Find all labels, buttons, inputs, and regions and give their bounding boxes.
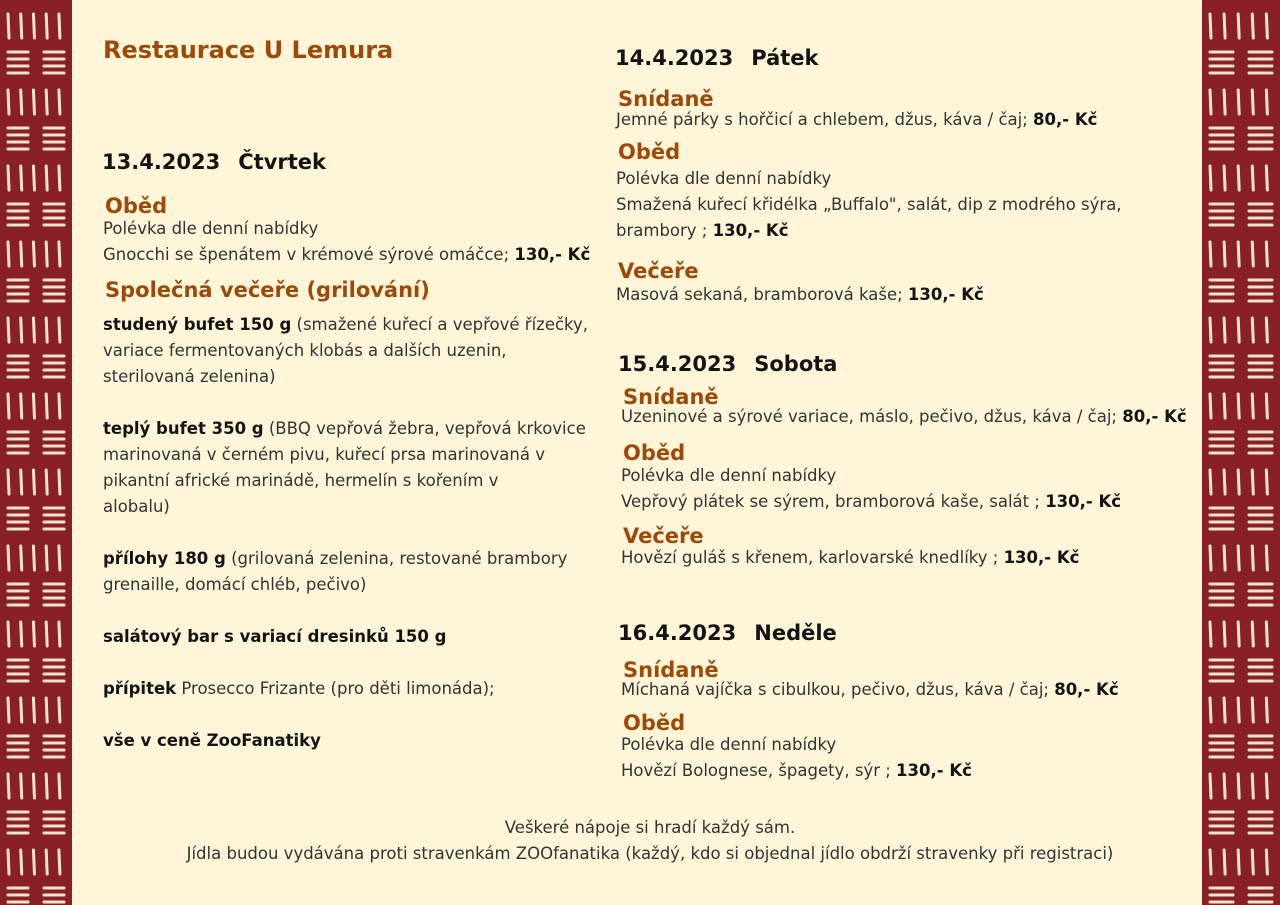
price: 80,- Kč	[1054, 680, 1119, 699]
meal-heading-thursday-dinner: Společná večeře (grilování)	[105, 278, 430, 302]
pattern-stroke	[33, 90, 34, 114]
meal-heading-friday-dinner: Večeře	[618, 259, 699, 283]
pattern-stroke	[1210, 318, 1211, 342]
lunch-main: Vepřový plátek se sýrem, bramborová kaše, salát ; 130,- Kč	[621, 492, 1122, 511]
toast: přípitek Prosecco Frizante (pro děti limonáda);	[103, 679, 495, 698]
saturday-breakfast-text: Uzeninové a sýrové variace, máslo, pečivo, džus, káva / čaj; 80,- Kč	[621, 407, 1187, 426]
pattern-stroke	[1224, 166, 1225, 190]
warm-buffet-line2: marinovaná v černém pivu, kuřecí prsa marinovaná v	[103, 445, 545, 464]
right-tribal-pattern	[1202, 0, 1280, 905]
lunch-soup: Polévka dle denní nabídky	[621, 735, 837, 754]
pattern-stroke	[33, 546, 34, 570]
pattern-stroke	[1238, 850, 1239, 874]
pattern-stroke	[33, 850, 34, 874]
pattern-stroke	[33, 14, 34, 38]
cold-buffet: studený bufet 150 g (smažené kuřecí a vepřové řízečky,	[103, 315, 589, 334]
sunday-lunch-text	[621, 732, 972, 784]
warm-buffet-line4: alobalu)	[103, 497, 170, 516]
pattern-stroke	[1238, 242, 1239, 266]
thursday-lunch-text	[103, 216, 590, 268]
pattern-stroke	[21, 850, 22, 874]
lunch-main-line2: brambory ; 130,- Kč	[616, 221, 789, 240]
pattern-stroke	[1210, 90, 1211, 114]
pattern-stroke	[1224, 14, 1225, 38]
thursday-dinner-text	[103, 312, 588, 754]
pattern-stroke	[1224, 242, 1225, 266]
pattern-stroke	[1266, 622, 1267, 646]
warm-buffet: teplý bufet 350 g (BBQ vepřová žebra, vepřová krkovice	[103, 419, 586, 438]
pattern-stroke	[8, 394, 9, 418]
pattern-stroke	[59, 166, 60, 190]
pattern-stroke	[8, 14, 9, 38]
pattern-stroke	[1266, 14, 1267, 38]
pattern-stroke	[1210, 850, 1211, 874]
pattern-stroke	[8, 166, 9, 190]
pattern-stroke	[1224, 546, 1225, 570]
pattern-stroke	[1224, 850, 1225, 874]
pattern-stroke	[1224, 774, 1225, 798]
pattern-stroke	[59, 774, 60, 798]
pattern-stroke	[1238, 394, 1239, 418]
pattern-stroke	[1252, 394, 1253, 418]
pattern-stroke	[33, 774, 34, 798]
pattern-stroke	[46, 394, 47, 418]
pattern-stroke	[1252, 774, 1253, 798]
lunch-soup: Polévka dle denní nabídky	[103, 219, 319, 238]
pattern-stroke	[21, 242, 22, 266]
pattern-stroke	[8, 850, 9, 874]
pattern-stroke	[1266, 166, 1267, 190]
pattern-stroke	[46, 470, 47, 494]
pattern-stroke	[46, 774, 47, 798]
left-tribal-pattern	[0, 0, 72, 905]
pattern-stroke	[1252, 166, 1253, 190]
sunday-breakfast-text: Míchaná vajíčka s cibulkou, pečivo, džus, káva / čaj; 80,- Kč	[621, 680, 1119, 699]
day-date: 14.4.2023	[615, 46, 734, 70]
pattern-stroke	[21, 90, 22, 114]
pattern-stroke	[33, 166, 34, 190]
pattern-stroke	[21, 14, 22, 38]
pattern-stroke	[8, 90, 9, 114]
pattern-stroke	[1224, 470, 1225, 494]
saturday-lunch-text	[621, 463, 1121, 515]
pattern-stroke	[1252, 318, 1253, 342]
friday-breakfast-text: Jemné párky s hořčicí a chlebem, džus, káva / čaj; 80,- Kč	[616, 110, 1098, 129]
pattern-stroke	[21, 698, 22, 722]
pattern-stroke	[1238, 774, 1239, 798]
pattern-stroke	[59, 394, 60, 418]
pattern-stroke	[1252, 622, 1253, 646]
meal-heading-saturday-dinner: Večeře	[623, 524, 704, 548]
pattern-stroke	[8, 774, 9, 798]
pattern-stroke	[46, 166, 47, 190]
pattern-stroke	[1266, 318, 1267, 342]
meal-heading-friday-lunch: Oběd	[618, 140, 681, 164]
pattern-stroke	[21, 774, 22, 798]
pattern-stroke	[1266, 546, 1267, 570]
day-name: Pátek	[751, 46, 819, 70]
lunch-soup: Polévka dle denní nabídky	[621, 466, 837, 485]
pattern-stroke	[59, 470, 60, 494]
included-note: vše v ceně ZooFanatiky	[103, 731, 321, 750]
footer-line-2: Jídla budou vydávána proti stravenkám ZOOfanatika (každý, kdo si objednal jídlo obdrží stravenky při registraci)	[186, 844, 1114, 863]
meal-heading-saturday-breakfast: Snídaně	[623, 385, 719, 409]
cold-buffet-line2: variace fermentovaných klobás a dalších uzenin,	[103, 341, 507, 360]
day-name: Čtvrtek	[238, 150, 326, 174]
day-heading-saturday	[618, 352, 837, 376]
pattern-stroke	[21, 546, 22, 570]
pattern-stroke	[8, 622, 9, 646]
pattern-stroke	[1210, 242, 1211, 266]
pattern-stroke	[1238, 166, 1239, 190]
pattern-stroke	[21, 394, 22, 418]
restaurant-title: Restaurace U Lemura	[103, 36, 394, 64]
pattern-stroke	[1224, 698, 1225, 722]
sides-line2: grenaille, domácí chléb, pečivo)	[103, 575, 367, 594]
price: 130,- Kč	[712, 221, 789, 240]
friday-lunch-text	[616, 166, 1122, 244]
pattern-stroke	[8, 242, 9, 266]
pattern-stroke	[46, 242, 47, 266]
pattern-stroke	[1210, 698, 1211, 722]
warm-buffet-line3: pikantní africké marinádě, hermelín s kořením v	[103, 471, 499, 490]
price: 130,- Kč	[1045, 492, 1122, 511]
pattern-stroke	[1224, 318, 1225, 342]
pattern-stroke	[1238, 90, 1239, 114]
pattern-stroke	[1238, 318, 1239, 342]
pattern-stroke	[8, 470, 9, 494]
left-decorative-border	[0, 0, 72, 905]
pattern-stroke	[8, 546, 9, 570]
pattern-stroke	[1224, 394, 1225, 418]
lunch-main: Gnocchi se špenátem v krémové sýrové omáčce; 130,- Kč	[103, 245, 591, 264]
pattern-stroke	[1266, 90, 1267, 114]
price: 130,- Kč	[896, 761, 972, 780]
pattern-stroke	[1224, 622, 1225, 646]
pattern-stroke	[21, 166, 22, 190]
footer-note	[160, 815, 1140, 867]
pattern-stroke	[1210, 774, 1211, 798]
pattern-stroke	[1252, 14, 1253, 38]
pattern-stroke	[1238, 698, 1239, 722]
lunch-main-line1: Smažená kuřecí křidélka „Buffalo", salát, dip z modrého sýra,	[616, 195, 1122, 214]
pattern-stroke	[33, 242, 34, 266]
lunch-soup: Polévka dle denní nabídky	[616, 169, 832, 188]
lunch-main: Hovězí Bolognese, špagety, sýr ; 130,- Kč	[621, 761, 972, 780]
pattern-stroke	[1210, 470, 1211, 494]
salad-bar: salátový bar s variací dresinků 150 g	[103, 627, 447, 646]
pattern-stroke	[1266, 850, 1267, 874]
pattern-stroke	[46, 14, 47, 38]
price: 130,- Kč	[1003, 548, 1080, 567]
pattern-stroke	[33, 394, 34, 418]
pattern-stroke	[1210, 622, 1211, 646]
pattern-stroke	[21, 470, 22, 494]
day-heading-thursday	[102, 150, 326, 174]
pattern-stroke	[59, 14, 60, 38]
pattern-stroke	[59, 318, 60, 342]
pattern-stroke	[1252, 698, 1253, 722]
pattern-stroke	[1238, 14, 1239, 38]
sides: přílohy 180 g (grilovaná zelenina, restované brambory	[103, 549, 568, 568]
price: 130,- Kč	[514, 245, 591, 264]
right-decorative-border	[1202, 0, 1280, 905]
pattern-stroke	[1238, 470, 1239, 494]
price: 130,- Kč	[907, 285, 984, 304]
pattern-stroke	[1210, 14, 1211, 38]
pattern-stroke	[59, 850, 60, 874]
meal-heading-saturday-lunch: Oběd	[623, 441, 686, 465]
day-date: 15.4.2023	[618, 352, 737, 376]
pattern-stroke	[1210, 166, 1211, 190]
pattern-stroke	[46, 90, 47, 114]
pattern-stroke	[8, 318, 9, 342]
pattern-stroke	[1266, 698, 1267, 722]
pattern-stroke	[1266, 394, 1267, 418]
meal-heading-sunday-lunch: Oběd	[623, 711, 686, 735]
day-name: Sobota	[754, 352, 838, 376]
day-date: 16.4.2023	[618, 621, 737, 645]
price: 80,- Kč	[1122, 407, 1187, 426]
pattern-stroke	[59, 90, 60, 114]
pattern-stroke	[21, 622, 22, 646]
pattern-stroke	[1252, 850, 1253, 874]
pattern-stroke	[1252, 546, 1253, 570]
meal-heading-friday-breakfast: Snídaně	[618, 87, 714, 111]
pattern-stroke	[1210, 394, 1211, 418]
footer-line-1: Veškeré nápoje si hradí každý sám.	[504, 818, 796, 837]
pattern-stroke	[33, 698, 34, 722]
pattern-stroke	[1266, 774, 1267, 798]
day-heading-sunday	[618, 621, 837, 645]
day-date: 13.4.2023	[102, 150, 221, 174]
friday-dinner-text: Masová sekaná, bramborová kaše; 130,- Kč	[616, 285, 984, 304]
pattern-stroke	[33, 622, 34, 646]
pattern-stroke	[1238, 622, 1239, 646]
pattern-stroke	[46, 622, 47, 646]
pattern-stroke	[59, 698, 60, 722]
pattern-stroke	[8, 698, 9, 722]
pattern-stroke	[59, 242, 60, 266]
pattern-stroke	[1252, 90, 1253, 114]
day-heading-friday	[615, 46, 819, 70]
pattern-stroke	[1252, 242, 1253, 266]
pattern-stroke	[46, 318, 47, 342]
pattern-stroke	[1252, 470, 1253, 494]
meal-heading-thursday-lunch: Oběd	[105, 194, 168, 218]
pattern-stroke	[1266, 470, 1267, 494]
pattern-stroke	[33, 470, 34, 494]
pattern-stroke	[59, 622, 60, 646]
pattern-stroke	[46, 850, 47, 874]
saturday-dinner-text: Hovězí guláš s křenem, karlovarské knedlíky ; 130,- Kč	[621, 548, 1080, 567]
day-name: Neděle	[754, 621, 837, 645]
price: 80,- Kč	[1033, 110, 1098, 129]
pattern-stroke	[21, 318, 22, 342]
pattern-stroke	[1266, 242, 1267, 266]
pattern-stroke	[33, 318, 34, 342]
pattern-stroke	[46, 546, 47, 570]
pattern-stroke	[59, 546, 60, 570]
pattern-stroke	[1210, 546, 1211, 570]
pattern-stroke	[46, 698, 47, 722]
pattern-stroke	[1224, 90, 1225, 114]
pattern-stroke	[1238, 546, 1239, 570]
cold-buffet-line3: sterilovaná zelenina)	[103, 367, 276, 386]
meal-heading-sunday-breakfast: Snídaně	[623, 658, 719, 682]
